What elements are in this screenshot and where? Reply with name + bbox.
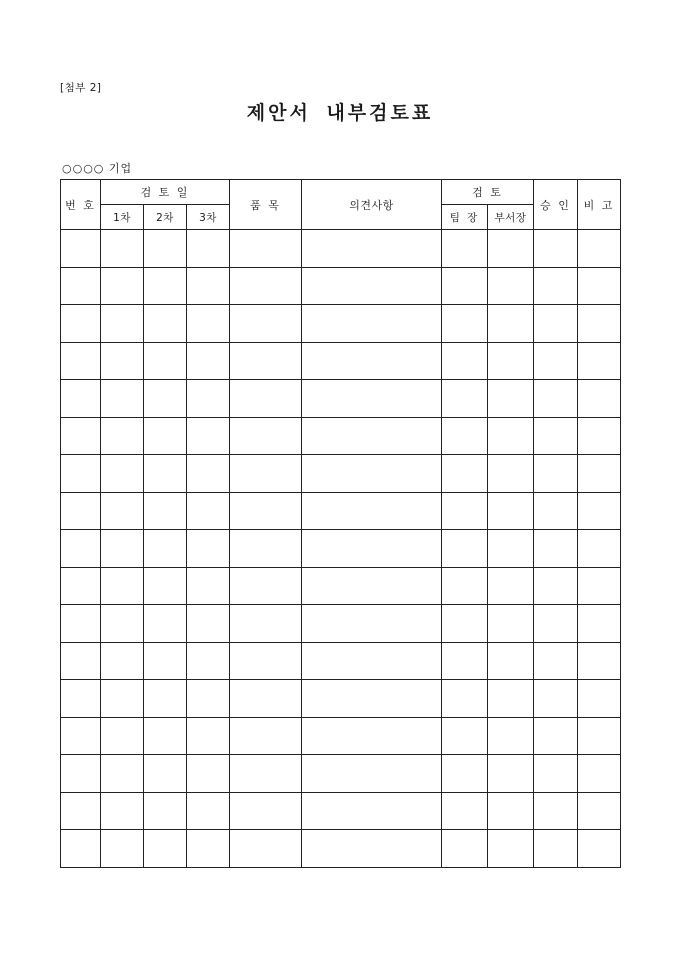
table-row [61, 680, 621, 718]
table-cell[interactable] [230, 417, 302, 455]
table-cell[interactable] [534, 267, 578, 305]
table-cell[interactable] [578, 605, 621, 643]
table-cell[interactable] [578, 342, 621, 380]
table-row [61, 492, 621, 530]
table-cell[interactable] [230, 792, 302, 830]
table-cell[interactable] [144, 267, 187, 305]
table-cell[interactable] [442, 417, 488, 455]
table-cell[interactable] [187, 567, 230, 605]
table-cell[interactable] [187, 792, 230, 830]
table-row [61, 305, 621, 343]
table-cell[interactable] [534, 830, 578, 868]
table-cell[interactable] [488, 642, 534, 680]
table-cell[interactable] [230, 380, 302, 418]
table-cell[interactable] [101, 792, 144, 830]
table-cell[interactable] [101, 492, 144, 530]
table-cell[interactable] [578, 380, 621, 418]
table-cell[interactable] [442, 605, 488, 643]
table-cell[interactable] [101, 642, 144, 680]
table-cell[interactable] [144, 755, 187, 793]
table-row [61, 642, 621, 680]
table-cell[interactable] [302, 830, 442, 868]
header-opinion: 의견사항 [302, 180, 442, 230]
company-label: ○○○○ 기업 [62, 162, 133, 175]
table-cell[interactable] [302, 380, 442, 418]
table-cell[interactable] [101, 305, 144, 343]
table-cell[interactable] [302, 530, 442, 568]
table-row [61, 717, 621, 755]
table-cell[interactable] [101, 380, 144, 418]
table-cell[interactable] [144, 380, 187, 418]
header-remarks: 비 고 [578, 180, 621, 230]
table-cell[interactable] [302, 455, 442, 493]
table-cell[interactable] [61, 680, 101, 718]
table-cell[interactable] [144, 305, 187, 343]
table-cell[interactable] [534, 605, 578, 643]
table-cell[interactable] [101, 230, 144, 268]
table-cell[interactable] [442, 230, 488, 268]
table-cell[interactable] [488, 455, 534, 493]
table-cell[interactable] [187, 417, 230, 455]
table-cell[interactable] [230, 755, 302, 793]
table-cell[interactable] [61, 342, 101, 380]
table-cell[interactable] [230, 567, 302, 605]
table-cell[interactable] [61, 455, 101, 493]
table-cell[interactable] [578, 792, 621, 830]
table-cell[interactable] [230, 680, 302, 718]
table-cell[interactable] [101, 830, 144, 868]
table-cell[interactable] [101, 267, 144, 305]
table-cell[interactable] [578, 230, 621, 268]
table-cell[interactable] [101, 755, 144, 793]
table-cell[interactable] [578, 492, 621, 530]
table-cell[interactable] [488, 342, 534, 380]
table-cell[interactable] [578, 455, 621, 493]
table-cell[interactable] [302, 792, 442, 830]
table-cell[interactable] [442, 792, 488, 830]
table-cell[interactable] [144, 792, 187, 830]
table-row [61, 417, 621, 455]
table-cell[interactable] [61, 530, 101, 568]
table-cell[interactable] [101, 417, 144, 455]
table-cell[interactable] [61, 417, 101, 455]
table-cell[interactable] [534, 642, 578, 680]
table-cell[interactable] [144, 642, 187, 680]
table-cell[interactable] [534, 755, 578, 793]
table-cell[interactable] [442, 305, 488, 343]
table-cell[interactable] [144, 230, 187, 268]
header-round-1: 1차 [101, 205, 144, 230]
table-cell[interactable] [442, 830, 488, 868]
header-item: 품 목 [230, 180, 302, 230]
table-cell[interactable] [488, 267, 534, 305]
table-cell[interactable] [488, 717, 534, 755]
table-cell[interactable] [578, 305, 621, 343]
table-cell[interactable] [442, 492, 488, 530]
table-cell[interactable] [578, 417, 621, 455]
header-round-2: 2차 [144, 205, 187, 230]
table-cell[interactable] [488, 680, 534, 718]
table-cell[interactable] [442, 680, 488, 718]
table-cell[interactable] [144, 530, 187, 568]
table-cell[interactable] [302, 230, 442, 268]
table-row [61, 455, 621, 493]
table-cell[interactable] [442, 642, 488, 680]
header-dept-head: 부서장 [488, 205, 534, 230]
table-row [61, 567, 621, 605]
header-round-3: 3차 [187, 205, 230, 230]
table-cell[interactable] [578, 642, 621, 680]
table-row [61, 380, 621, 418]
table-cell[interactable] [187, 230, 230, 268]
table-cell[interactable] [442, 267, 488, 305]
table-cell[interactable] [442, 455, 488, 493]
table-cell[interactable] [61, 380, 101, 418]
table-cell[interactable] [302, 417, 442, 455]
table-cell[interactable] [187, 755, 230, 793]
table-cell[interactable] [442, 342, 488, 380]
table-cell[interactable] [534, 530, 578, 568]
table-cell[interactable] [101, 530, 144, 568]
table-cell[interactable] [534, 717, 578, 755]
table-cell[interactable] [302, 605, 442, 643]
table-cell[interactable] [488, 567, 534, 605]
table-cell[interactable] [230, 717, 302, 755]
table-cell[interactable] [442, 755, 488, 793]
table-cell[interactable] [61, 267, 101, 305]
table-cell[interactable] [442, 530, 488, 568]
table-cell[interactable] [230, 605, 302, 643]
table-cell[interactable] [230, 230, 302, 268]
table-cell[interactable] [578, 755, 621, 793]
table-cell[interactable] [488, 230, 534, 268]
table-cell[interactable] [101, 717, 144, 755]
table-cell[interactable] [302, 267, 442, 305]
table-row [61, 605, 621, 643]
table-cell[interactable] [144, 417, 187, 455]
table-cell[interactable] [101, 605, 144, 643]
header-number: 번 호 [61, 180, 101, 230]
table-cell[interactable] [61, 230, 101, 268]
table-cell[interactable] [578, 267, 621, 305]
table-cell[interactable] [442, 717, 488, 755]
table-cell[interactable] [187, 530, 230, 568]
table-cell[interactable] [144, 717, 187, 755]
table-cell[interactable] [187, 830, 230, 868]
table-cell[interactable] [302, 305, 442, 343]
table-cell[interactable] [230, 455, 302, 493]
table-cell[interactable] [578, 717, 621, 755]
table-cell[interactable] [488, 605, 534, 643]
table-cell[interactable] [61, 605, 101, 643]
table-cell[interactable] [187, 717, 230, 755]
table-cell[interactable] [442, 380, 488, 418]
table-cell[interactable] [488, 305, 534, 343]
table-cell[interactable] [61, 642, 101, 680]
table-cell[interactable] [488, 830, 534, 868]
table-cell[interactable] [488, 755, 534, 793]
table-cell[interactable] [101, 680, 144, 718]
table-cell[interactable] [187, 455, 230, 493]
table-row [61, 267, 621, 305]
table-cell[interactable] [488, 492, 534, 530]
table-cell[interactable] [534, 492, 578, 530]
table-cell[interactable] [61, 492, 101, 530]
table-cell[interactable] [144, 455, 187, 493]
table-row [61, 342, 621, 380]
table-cell[interactable] [187, 680, 230, 718]
table-cell[interactable] [144, 492, 187, 530]
table-row [61, 230, 621, 268]
table-cell[interactable] [578, 830, 621, 868]
table-cell[interactable] [61, 830, 101, 868]
table-cell[interactable] [302, 755, 442, 793]
table-cell[interactable] [230, 305, 302, 343]
table-cell[interactable] [144, 342, 187, 380]
table-row [61, 755, 621, 793]
table-cell[interactable] [144, 567, 187, 605]
table-cell[interactable] [534, 567, 578, 605]
table-cell[interactable] [534, 380, 578, 418]
table-cell[interactable] [488, 380, 534, 418]
table-cell[interactable] [302, 680, 442, 718]
table-cell[interactable] [187, 642, 230, 680]
table-row [61, 830, 621, 868]
table-cell[interactable] [534, 417, 578, 455]
table-cell[interactable] [187, 342, 230, 380]
table-cell[interactable] [61, 305, 101, 343]
header-team-lead: 팀 장 [442, 205, 488, 230]
table-cell[interactable] [534, 455, 578, 493]
table-cell[interactable] [442, 567, 488, 605]
table-cell[interactable] [187, 305, 230, 343]
table-cell[interactable] [230, 642, 302, 680]
table-cell[interactable] [534, 305, 578, 343]
table-cell[interactable] [302, 567, 442, 605]
table-cell[interactable] [187, 380, 230, 418]
table-cell[interactable] [187, 492, 230, 530]
table-cell[interactable] [144, 680, 187, 718]
table-cell[interactable] [488, 530, 534, 568]
table-cell[interactable] [578, 567, 621, 605]
document-title: 제안서 내부검토표 [246, 102, 434, 124]
table-cell[interactable] [534, 792, 578, 830]
table-cell[interactable] [101, 567, 144, 605]
table-cell[interactable] [61, 792, 101, 830]
table-cell[interactable] [230, 342, 302, 380]
table-cell[interactable] [534, 342, 578, 380]
table-cell[interactable] [101, 455, 144, 493]
table-cell[interactable] [488, 792, 534, 830]
header-review: 검 토 [442, 180, 534, 205]
table-row [61, 530, 621, 568]
table-cell[interactable] [187, 267, 230, 305]
table-cell[interactable] [230, 830, 302, 868]
header-review-dates: 검 토 일 [101, 180, 230, 205]
table-cell[interactable] [230, 492, 302, 530]
table-cell[interactable] [534, 230, 578, 268]
table-cell[interactable] [230, 530, 302, 568]
header-approval: 승 인 [534, 180, 578, 230]
table-cell[interactable] [302, 342, 442, 380]
table-cell[interactable] [302, 642, 442, 680]
table-cell[interactable] [187, 605, 230, 643]
table-cell[interactable] [61, 567, 101, 605]
table-cell[interactable] [534, 680, 578, 718]
review-table [60, 179, 621, 868]
attachment-label: [첨부 2] [60, 82, 102, 94]
table-row [61, 792, 621, 830]
table-cell[interactable] [230, 267, 302, 305]
table-cell[interactable] [101, 342, 144, 380]
table-cell[interactable] [144, 830, 187, 868]
header-row-top [61, 180, 621, 205]
table-cell[interactable] [61, 755, 101, 793]
table-body [61, 230, 621, 868]
table-cell[interactable] [144, 605, 187, 643]
table-cell[interactable] [578, 680, 621, 718]
table-cell[interactable] [302, 717, 442, 755]
table-cell[interactable] [578, 530, 621, 568]
table-cell[interactable] [302, 492, 442, 530]
table-cell[interactable] [61, 717, 101, 755]
table-cell[interactable] [488, 417, 534, 455]
